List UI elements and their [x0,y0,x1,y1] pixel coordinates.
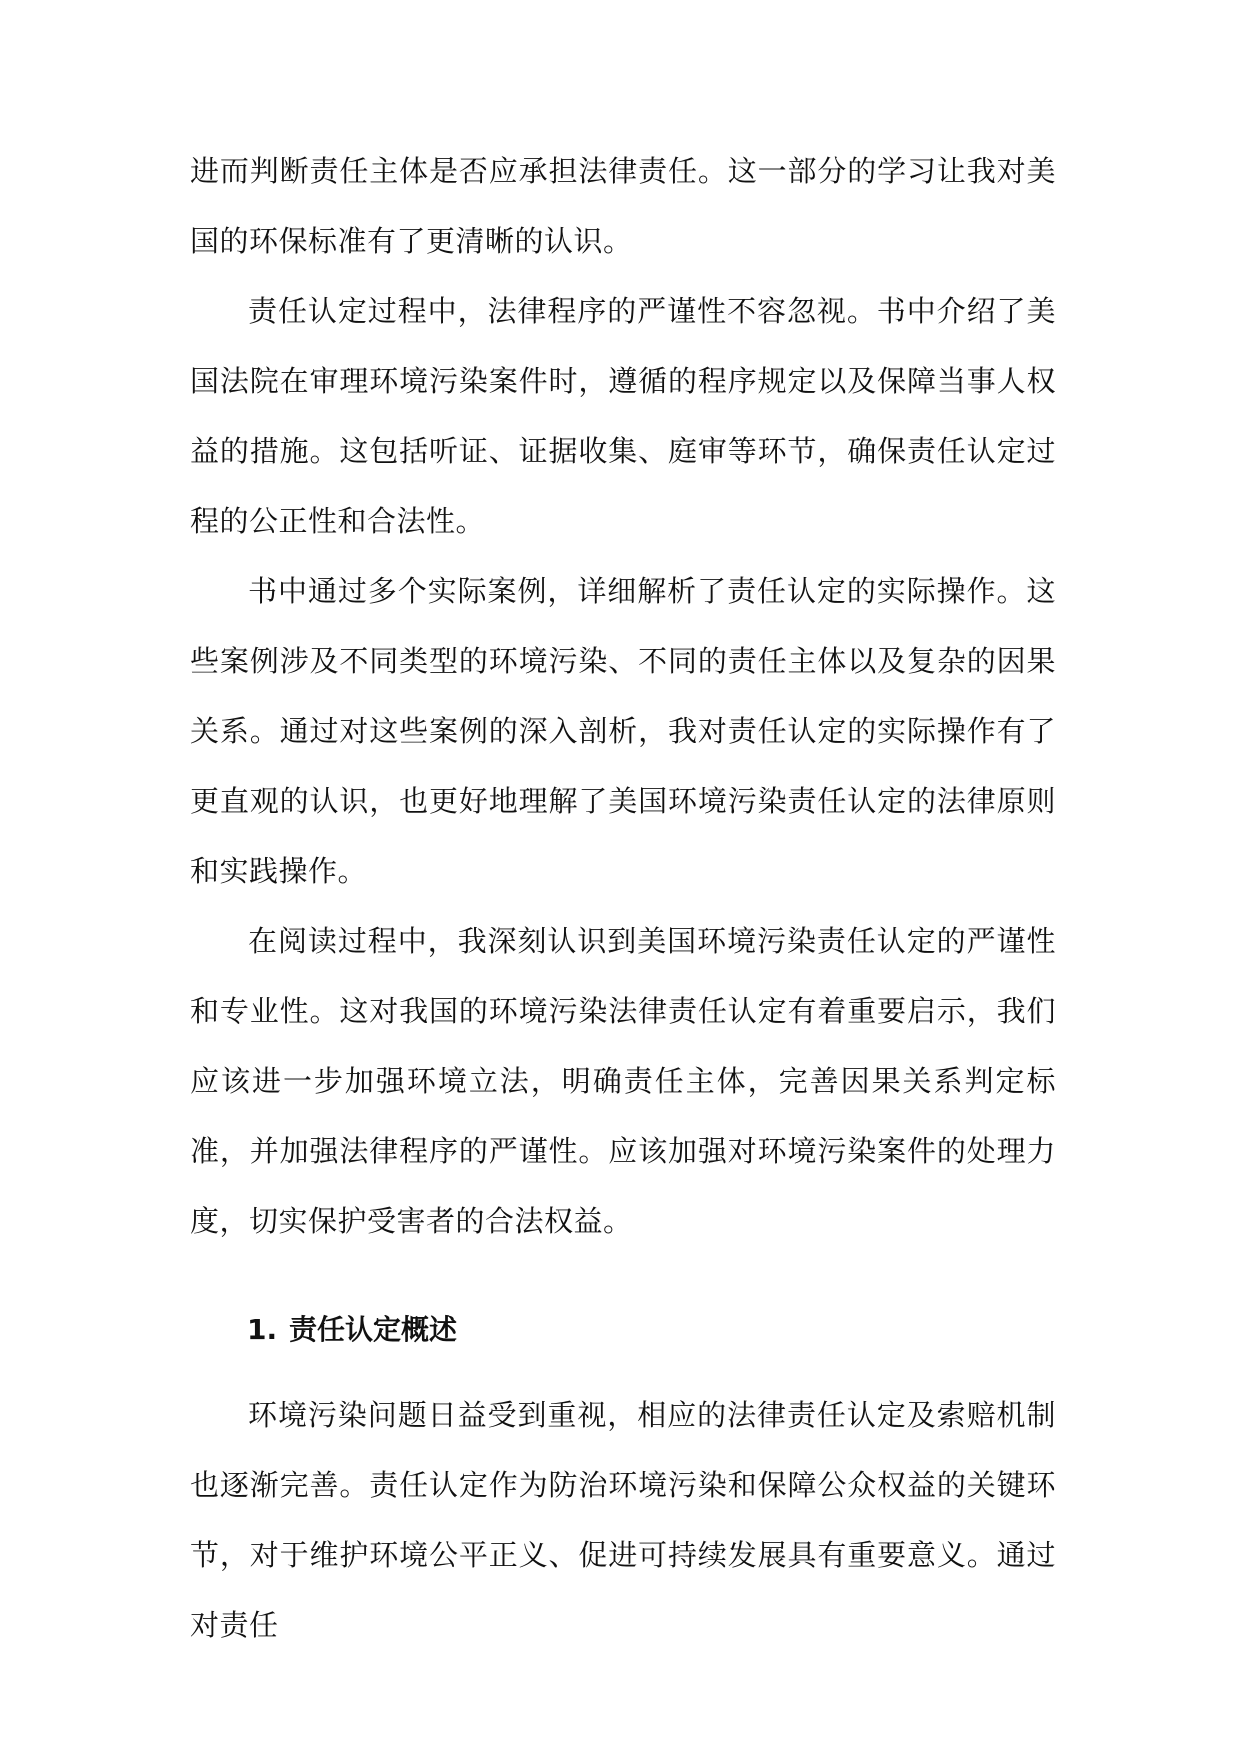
paragraph: 进而判断责任主体是否应承担法律责任。这一部分的学习让我对美国的环保标准有了更清晰的认识。 [190,154,1056,258]
paragraph: 责任认定过程中，法律程序的严谨性不容忽视。书中介绍了美国法院在审理环境污染案件时，遵循的程序规定以及保障当事人权益的措施。这包括听证、证据收集、庭审等环节，确保责任认定过程的公正性和合法性。 [190,294,1056,538]
body-text-top [190,136,1056,1256]
body-text-bottom [190,1380,1056,1660]
section-title: 责任认定概述 [289,1313,458,1346]
section-number: 1. [247,1313,278,1346]
paragraph: 书中通过多个实际案例，详细解析了责任认定的实际操作。这些案例涉及不同类型的环境污染、不同的责任主体以及复杂的因果关系。通过对这些案例的深入剖析，我对责任认定的实际操作有了更直观的认识，也更好地理解了美国环境污染责任认定的法律原则和实践操作。 [190,574,1056,888]
section-heading [247,1310,457,1350]
paragraph: 环境污染问题日益受到重视，相应的法律责任认定及索赔机制也逐渐完善。责任认定作为防治环境污染和保障公众权益的关键环节，对于维护环境公平正义、促进可持续发展具有重要意义。通过对责任 [190,1398,1056,1642]
paragraph: 在阅读过程中，我深刻认识到美国环境污染责任认定的严谨性和专业性。这对我国的环境污染法律责任认定有着重要启示，我们应该进一步加强环境立法，明确责任主体，完善因果关系判定标准，并加强法律程序的严谨性。应该加强对环境污染案件的处理力度，切实保护受害者的合法权益。 [190,924,1056,1238]
